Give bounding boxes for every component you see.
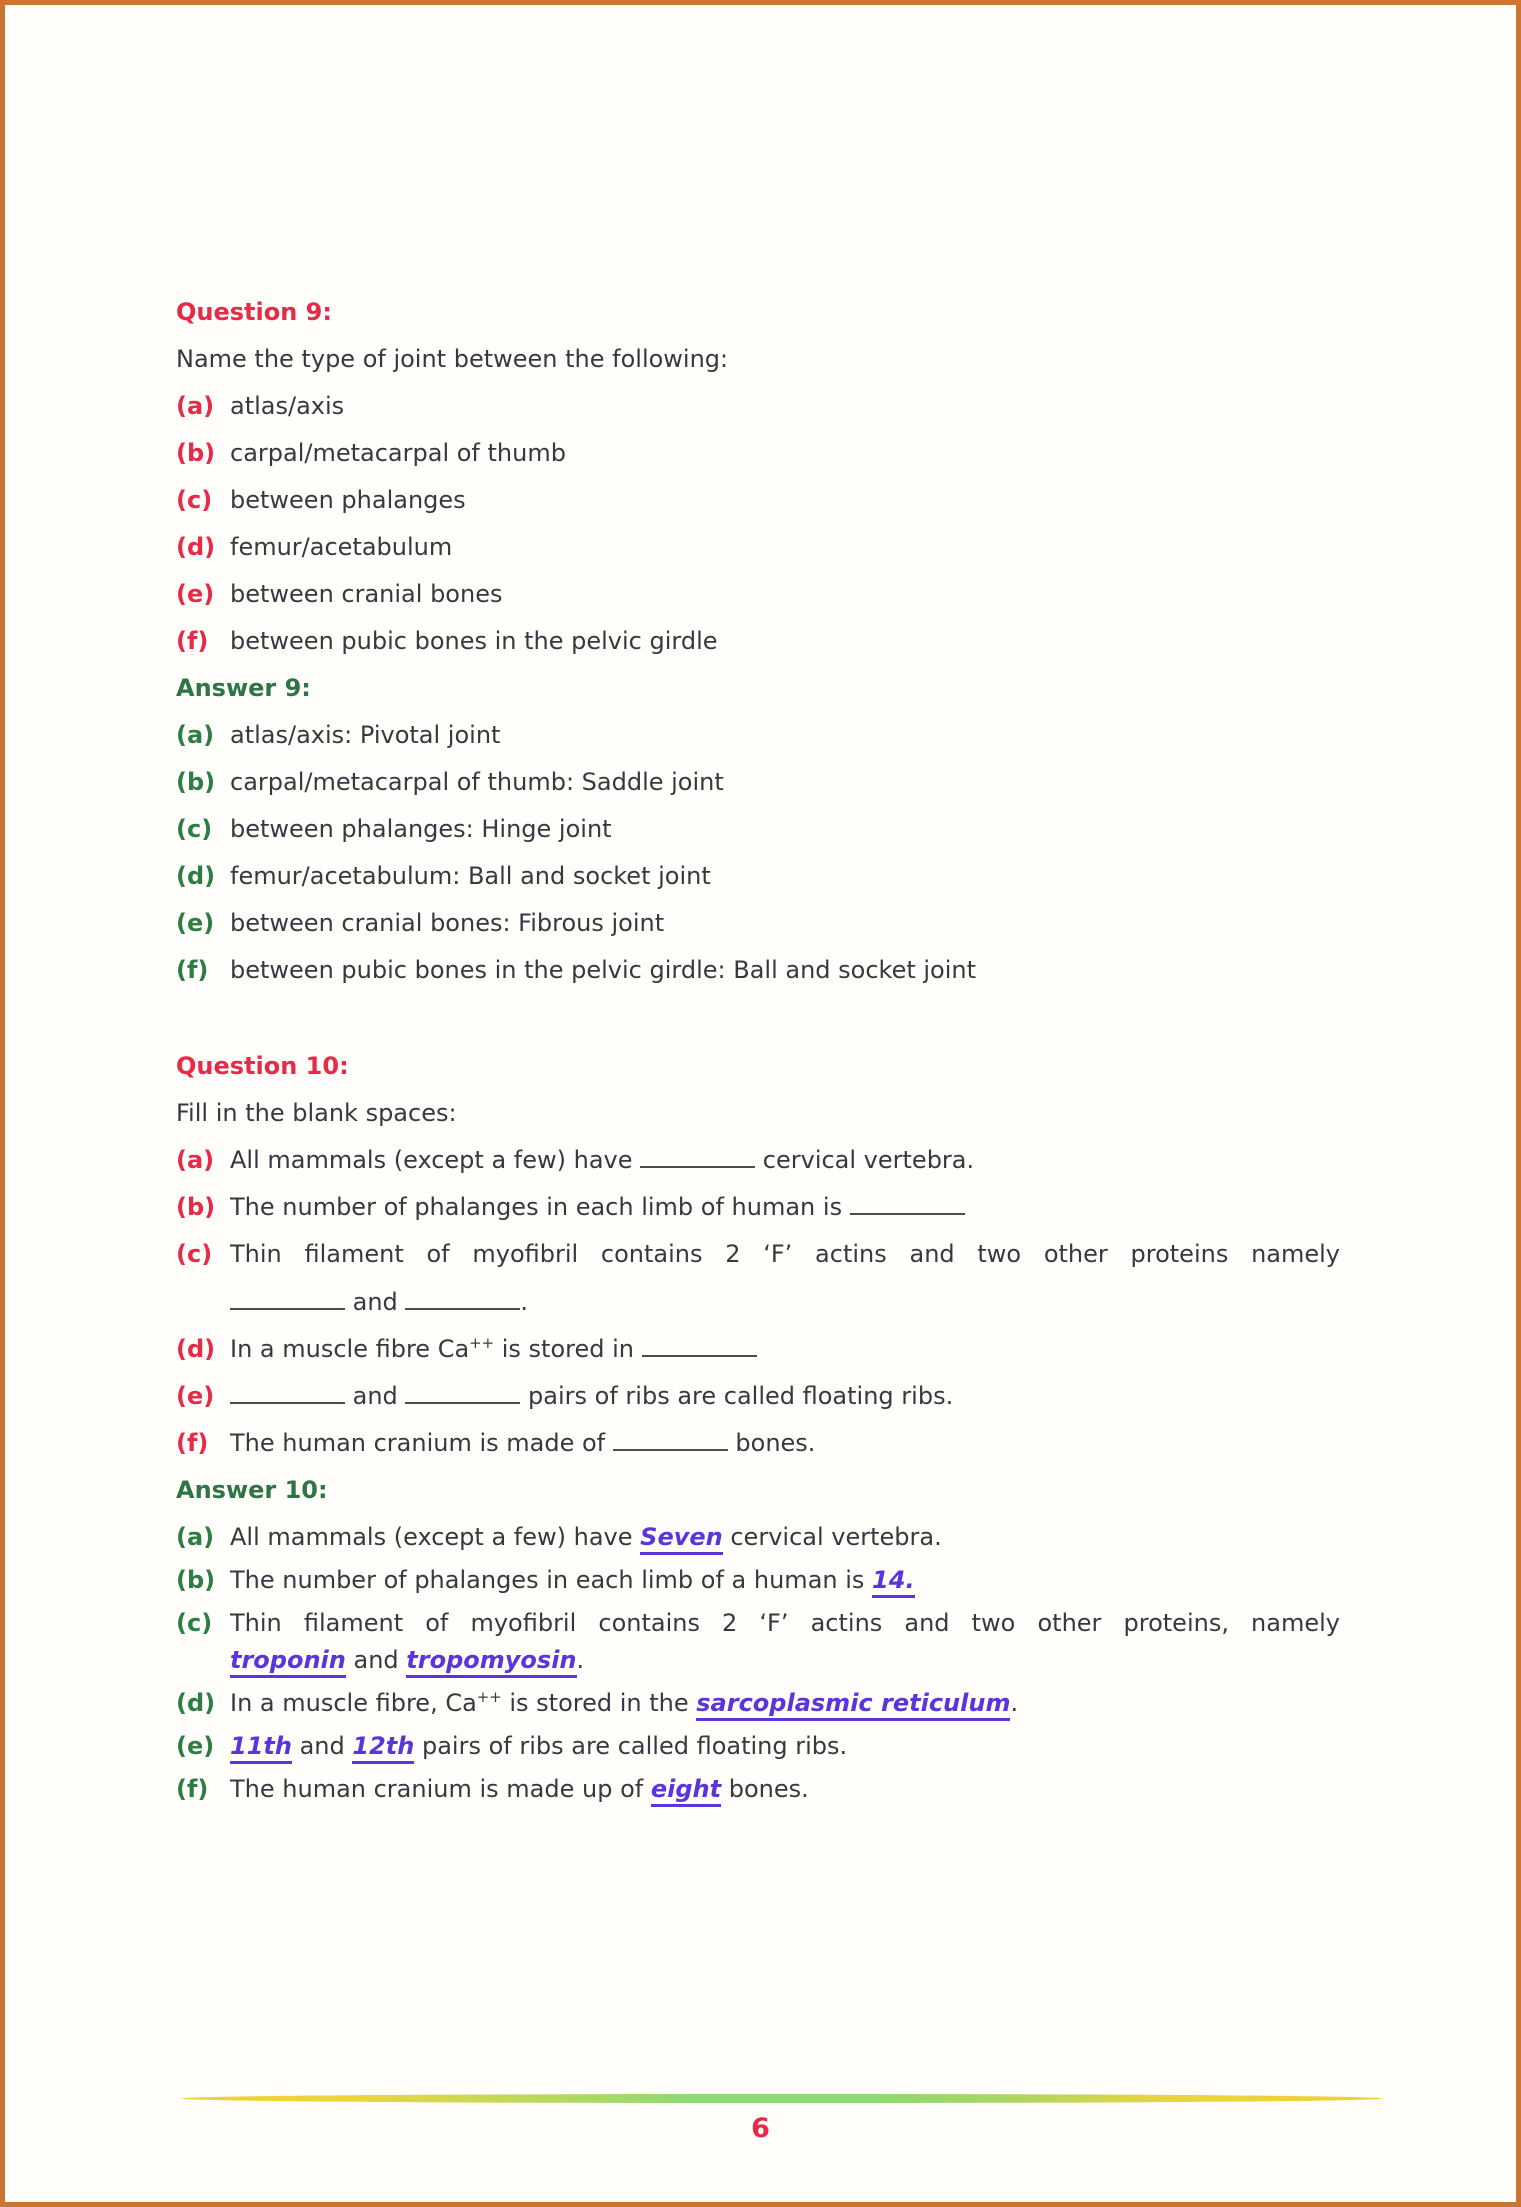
item-text: between pubic bones in the pelvic girdle: Ball and socket joint: [230, 956, 977, 984]
question9-item-e: [176, 579, 1340, 609]
answer9-item-b: [176, 767, 1340, 797]
answer10-item-b: [176, 1565, 1340, 1595]
question10-item-d: [176, 1334, 1340, 1364]
question10-header: Question 10:: [176, 1052, 349, 1080]
item-text: [230, 1381, 1340, 1411]
item-label: (a): [176, 721, 215, 749]
text-segment: bones.: [727, 1429, 816, 1457]
item-text: carpal/metacarpal of thumb: [230, 439, 566, 467]
item-text: between cranial bones: Fibrous joint: [230, 909, 665, 937]
item-label: (d): [176, 862, 216, 890]
answer9-item-e: [176, 908, 1340, 938]
text-line2: [230, 1287, 1340, 1317]
item-label: (b): [176, 768, 216, 796]
question9-intro: Name the type of joint between the following:: [176, 345, 729, 373]
text-segment: In a muscle fibre Ca: [230, 1335, 470, 1363]
answer9-header: Answer 9:: [176, 674, 311, 702]
answer10-item-e: [176, 1731, 1340, 1761]
item-text: atlas/axis: Pivotal joint: [230, 721, 501, 749]
answer9-item-c: [176, 814, 1340, 844]
text-segment: is stored in the: [501, 1689, 697, 1717]
question9-item-c: [176, 485, 1340, 515]
item-label: (d): [176, 1689, 216, 1717]
text-line1: Thin filament of myofibril contains 2 ‘F’ actins and two other proteins namely: [230, 1240, 1340, 1268]
answer10-section: [176, 1475, 1340, 1804]
text-segment: cervical vertebra.: [722, 1523, 942, 1551]
item-label: (d): [176, 533, 216, 561]
item-label: (f): [176, 956, 209, 984]
item-text: [230, 1428, 1340, 1458]
item-text: [230, 1731, 1340, 1761]
item-label: (c): [176, 1609, 213, 1637]
item-label: (c): [176, 486, 213, 514]
answer10-item-a: [176, 1522, 1340, 1552]
item-text: [230, 1688, 1340, 1718]
item-label: (f): [176, 627, 209, 655]
question10-item-a: [176, 1145, 1340, 1175]
item-text: [230, 1565, 1340, 1595]
answer-text: eight: [651, 1775, 721, 1807]
question9-item-f: [176, 626, 1340, 656]
text-segment: is stored in: [494, 1335, 642, 1363]
section-gap: [176, 1002, 1340, 1051]
superscript: ++: [476, 1688, 502, 1706]
item-text: [230, 1774, 1340, 1804]
question9-header: Question 9:: [176, 298, 332, 326]
item-text: [230, 1145, 1340, 1175]
text-segment: .: [1010, 1689, 1019, 1717]
text-segment: and: [345, 1288, 406, 1316]
item-label: (a): [176, 1523, 215, 1551]
text-segment: The human cranium is made up of: [230, 1775, 651, 1803]
item-label: (c): [176, 815, 213, 843]
text-segment: The number of phalanges in each limb of human is: [230, 1193, 850, 1221]
blank-line: [405, 1396, 520, 1404]
item-label: (e): [176, 909, 215, 937]
text-segment: and: [291, 1732, 353, 1760]
text-segment: .: [520, 1288, 529, 1316]
item-label: (d): [176, 1335, 216, 1363]
text-line1: Thin filament of myofibril contains 2 ‘F’ actins and two other proteins, namely: [230, 1609, 1340, 1637]
footer-divider-line: [182, 2094, 1382, 2103]
item-label: (b): [176, 1566, 216, 1594]
item-text: femur/acetabulum: Ball and socket joint: [230, 862, 711, 890]
superscript: ++: [469, 1334, 495, 1352]
answer9-item-f: [176, 955, 1340, 985]
blank-line: [230, 1396, 345, 1404]
answer-text: 14.: [872, 1566, 915, 1598]
text-segment: bones.: [721, 1775, 809, 1803]
text-segment: The human cranium is made of: [230, 1429, 613, 1457]
text-segment: cervical vertebra.: [755, 1146, 975, 1174]
item-text: between cranial bones: [230, 580, 503, 608]
item-text: femur/acetabulum: [230, 533, 453, 561]
blank-line: [613, 1443, 728, 1451]
answer10-header: Answer 10:: [176, 1476, 328, 1504]
answer-text: 11th: [230, 1732, 292, 1764]
item-label: (f): [176, 1775, 209, 1803]
item-text: [230, 1192, 1340, 1222]
blank-line: [642, 1349, 757, 1357]
item-text: atlas/axis: [230, 392, 345, 420]
question10-item-e: [176, 1381, 1340, 1411]
answer10-item-c: [176, 1608, 1340, 1675]
question10-intro: Fill in the blank spaces:: [176, 1099, 457, 1127]
item-text: [230, 1334, 1340, 1364]
item-text: [230, 1608, 1340, 1675]
item-text: between pubic bones in the pelvic girdle: [230, 627, 718, 655]
page-content: [5, 5, 1516, 1804]
answer-text: 12th: [352, 1732, 414, 1764]
item-label: (c): [176, 1240, 213, 1268]
item-text: [230, 1522, 1340, 1552]
answer-text: troponin: [230, 1646, 346, 1678]
item-text: between phalanges: [230, 486, 466, 514]
text-segment: The number of phalanges in each limb of a human is: [230, 1566, 873, 1594]
item-label: (e): [176, 1732, 215, 1760]
answer10-item-f: [176, 1774, 1340, 1804]
blank-line: [230, 1302, 345, 1310]
answer-text: Seven: [640, 1523, 723, 1555]
question9-item-a: [176, 391, 1340, 421]
item-label: (e): [176, 580, 215, 608]
text-segment: All mammals (except a few) have: [230, 1146, 641, 1174]
blank-line: [850, 1207, 965, 1215]
text-segment: and: [345, 1382, 406, 1410]
answer10-item-d: [176, 1688, 1340, 1718]
item-label: (f): [176, 1429, 209, 1457]
question9-item-d: [176, 532, 1340, 562]
text-segment: .: [576, 1646, 585, 1674]
blank-line: [405, 1302, 520, 1310]
text-segment: All mammals (except a few) have: [230, 1523, 641, 1551]
question10-item-f: [176, 1428, 1340, 1458]
text-segment: In a muscle fibre, Ca: [230, 1689, 477, 1717]
text-segment: pairs of ribs are called floating ribs.: [520, 1382, 954, 1410]
text-segment: pairs of ribs are called floating ribs.: [414, 1732, 848, 1760]
answer9-item-d: [176, 861, 1340, 891]
blank-line: [640, 1160, 755, 1168]
item-text: carpal/metacarpal of thumb: Saddle joint: [230, 768, 724, 796]
question9-item-b: [176, 438, 1340, 468]
item-label: (e): [176, 1382, 215, 1410]
text-line2: [230, 1645, 1340, 1675]
page-number: 6: [751, 2113, 770, 2144]
question10-item-c: [176, 1239, 1340, 1317]
text-segment: and: [345, 1646, 407, 1674]
item-label: (a): [176, 392, 215, 420]
question10-item-b: [176, 1192, 1340, 1222]
answer-text: sarcoplasmic reticulum: [696, 1689, 1010, 1721]
answer-text: tropomyosin: [406, 1646, 576, 1678]
item-text: between phalanges: Hinge joint: [230, 815, 612, 843]
item-text: [230, 1239, 1340, 1317]
answer9-item-a: [176, 720, 1340, 750]
item-label: (b): [176, 1193, 216, 1221]
item-label: (a): [176, 1146, 215, 1174]
item-label: (b): [176, 439, 216, 467]
